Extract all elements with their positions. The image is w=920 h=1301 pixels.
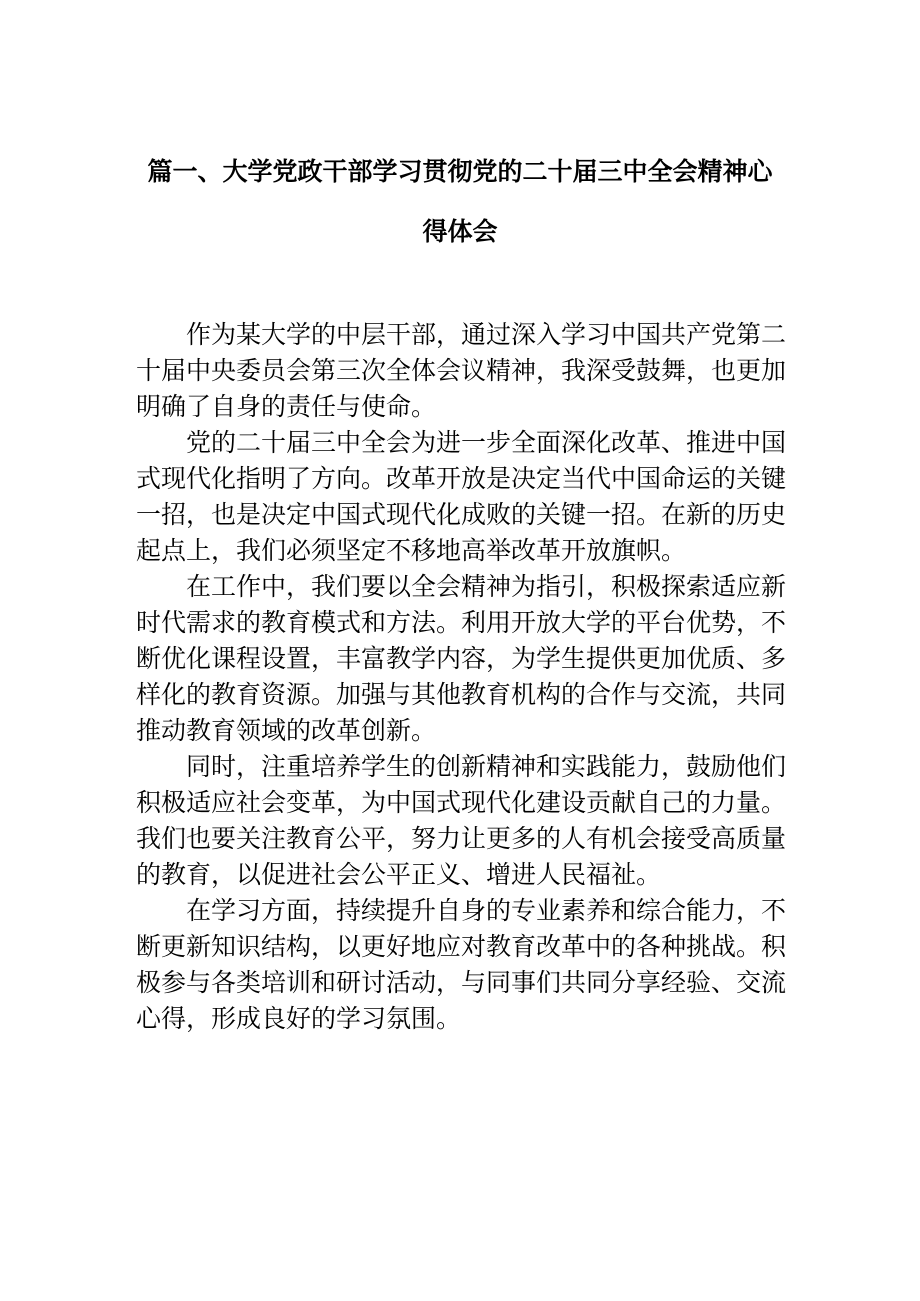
document-title-line-2: 得体会 <box>422 217 498 246</box>
document-title-line-1: 篇一、大学党政干部学习贯彻党的二十届三中全会精神心 <box>147 157 773 186</box>
paragraph: 作为某大学的中层干部，通过深入学习中国共产党第二十届中央委员会第三次全体会议精神，我深受鼓舞，也更加明确了自身的责任与使命。 <box>136 320 787 421</box>
paragraph: 党的二十届三中全会为进一步全面深化改革、推进中国式现代化指明了方向。改革开放是决定当代中国命运的关键一招，也是决定中国式现代化成败的关键一招。在新的历史起点上，我们必须坚定不移地高举改革开放旗帜。 <box>136 428 787 565</box>
paragraph: 在学习方面，持续提升自身的专业素养和综合能力，不断更新知识结构，以更好地应对教育改革中的各种挑战。积极参与各类培训和研讨活动，与同事们共同分享经验、交流心得，形成良好的学习氛围。 <box>136 896 787 1033</box>
document-body <box>136 317 786 1037</box>
paragraph: 同时，注重培养学生的创新精神和实践能力，鼓励他们积极适应社会变革，为中国式现代化建设贡献自己的力量。我们也要关注教育公平，努力让更多的人有机会接受高质量的教育，以促进社会公平正义、增进人民福祉。 <box>136 752 787 889</box>
paragraph: 在工作中，我们要以全会精神为指引，积极探索适应新时代需求的教育模式和方法。利用开放大学的平台优势，不断优化课程设置，丰富教学内容，为学生提供更加优质、多样化的教育资源。加强与其他教育机构的合作与交流，共同推动教育领域的改革创新。 <box>136 572 787 745</box>
